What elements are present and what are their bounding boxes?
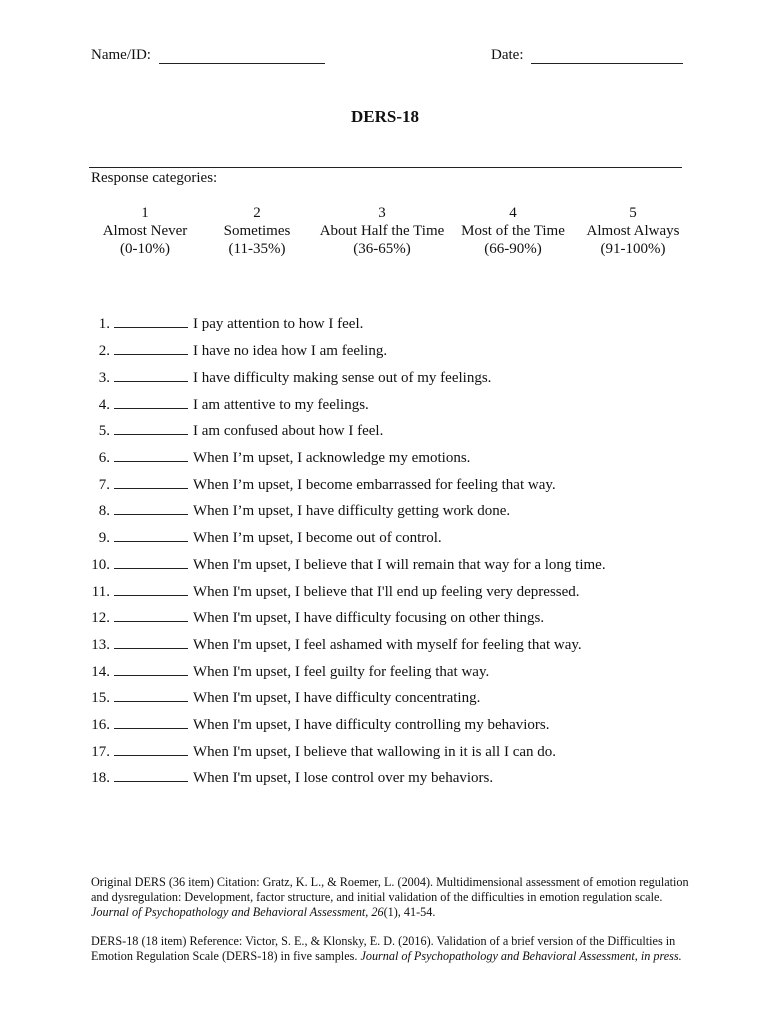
answer-blank[interactable] bbox=[114, 581, 188, 596]
answer-blank[interactable] bbox=[114, 634, 188, 649]
answer-blank[interactable] bbox=[114, 767, 188, 782]
item-text: When I'm upset, I have difficulty focusing on other things. bbox=[193, 610, 545, 626]
item-text: I am attentive to my feelings. bbox=[193, 397, 369, 413]
answer-blank[interactable] bbox=[114, 607, 188, 622]
list-item bbox=[70, 367, 730, 387]
item-number: 8. bbox=[98, 503, 110, 519]
date-field bbox=[491, 47, 683, 64]
item-number: 11. bbox=[91, 584, 110, 600]
category-number: 2 bbox=[253, 205, 261, 221]
item-number: 13. bbox=[91, 637, 110, 653]
category-number: 3 bbox=[378, 205, 386, 221]
item-text: When I'm upset, I believe that I will remain that way for a long time. bbox=[193, 557, 606, 573]
answer-blank[interactable] bbox=[114, 394, 188, 409]
page-title: DERS-18 bbox=[350, 107, 419, 126]
list-item bbox=[70, 340, 730, 360]
item-number: 16. bbox=[91, 717, 110, 733]
category-number: 1 bbox=[141, 205, 149, 221]
list-item bbox=[70, 474, 730, 494]
item-text: When I'm upset, I feel guilty for feeling that way. bbox=[193, 664, 490, 680]
item-text: When I'm upset, I believe that wallowing in it is all I can do. bbox=[193, 744, 557, 760]
item-text: When I’m upset, I have difficulty getting work done. bbox=[193, 503, 511, 519]
list-item bbox=[70, 500, 730, 520]
category-3 bbox=[312, 204, 452, 258]
list-item bbox=[70, 687, 730, 707]
category-4 bbox=[443, 204, 583, 258]
list-item bbox=[70, 313, 730, 333]
item-number: 15. bbox=[91, 690, 110, 706]
item-text: I have difficulty making sense out of my feelings. bbox=[193, 370, 492, 386]
divider bbox=[89, 167, 682, 168]
item-number: 10. bbox=[91, 557, 110, 573]
category-2 bbox=[187, 204, 327, 258]
citation-separator: , bbox=[365, 905, 372, 919]
list-item bbox=[70, 581, 730, 601]
list-item bbox=[70, 394, 730, 414]
answer-blank[interactable] bbox=[114, 474, 188, 489]
answer-blank[interactable] bbox=[114, 420, 188, 435]
answer-blank[interactable] bbox=[114, 313, 188, 328]
category-range: (66-90%) bbox=[484, 241, 542, 257]
item-number: 1. bbox=[98, 316, 110, 332]
answer-blank[interactable] bbox=[114, 500, 188, 515]
list-item bbox=[70, 527, 730, 547]
item-number: 12. bbox=[91, 610, 110, 626]
citation-pages: (1), 41-54. bbox=[383, 905, 436, 919]
answer-blank[interactable] bbox=[114, 661, 188, 676]
category-5 bbox=[563, 204, 703, 258]
item-text: When I'm upset, I have difficulty controlling my behaviors. bbox=[193, 717, 550, 733]
name-id-blank[interactable] bbox=[159, 48, 325, 64]
name-id-field bbox=[91, 47, 325, 64]
list-item bbox=[70, 447, 730, 467]
item-text: I am confused about how I feel. bbox=[193, 423, 384, 439]
category-label: Almost Always bbox=[586, 223, 680, 239]
item-number: 14. bbox=[91, 664, 110, 680]
original-ders-citation bbox=[91, 875, 691, 920]
category-range: (0-10%) bbox=[120, 241, 170, 257]
item-text: When I'm upset, I feel ashamed with myself for feeling that way. bbox=[193, 637, 582, 653]
journal-title: Journal of Psychopathology and Behavioral Assessment bbox=[91, 905, 366, 919]
category-range: (36-65%) bbox=[353, 241, 411, 257]
list-item bbox=[70, 607, 730, 627]
answer-blank[interactable] bbox=[114, 367, 188, 382]
item-number: 18. bbox=[91, 770, 110, 786]
item-number: 4. bbox=[98, 397, 110, 413]
item-number: 2. bbox=[98, 343, 110, 359]
item-number: 9. bbox=[98, 530, 110, 546]
category-label: Most of the Time bbox=[461, 223, 565, 239]
answer-blank[interactable] bbox=[114, 741, 188, 756]
response-categories-label: Response categories: bbox=[91, 170, 218, 186]
item-text: When I’m upset, I acknowledge my emotions. bbox=[193, 450, 471, 466]
item-text: When I'm upset, I have difficulty concentrating. bbox=[193, 690, 481, 706]
answer-blank[interactable] bbox=[114, 527, 188, 542]
reference-text: DERS-18 (18 item) Reference: Victor, S. E., & Klonsky, E. D. (2016). Validation of a brief version of the Difficulties in Emotion Regulation Scale (DERS-18) in five samples. bbox=[91, 934, 676, 963]
answer-blank[interactable] bbox=[114, 714, 188, 729]
item-text: When I’m upset, I become out of control. bbox=[193, 530, 442, 546]
item-number: 6. bbox=[98, 450, 110, 466]
item-number: 5. bbox=[98, 423, 110, 439]
answer-blank[interactable] bbox=[114, 554, 188, 569]
item-text: When I'm upset, I believe that I'll end up feeling very depressed. bbox=[193, 584, 580, 600]
list-item bbox=[70, 634, 730, 654]
list-item bbox=[70, 420, 730, 440]
item-text: I pay attention to how I feel. bbox=[193, 316, 364, 332]
list-item bbox=[70, 741, 730, 761]
date-blank[interactable] bbox=[531, 48, 683, 64]
journal-title: Journal of Psychopathology and Behavioral Assessment, in press. bbox=[360, 949, 682, 963]
list-item bbox=[70, 661, 730, 681]
category-label: Sometimes bbox=[223, 223, 291, 239]
name-id-label: Name/ID: bbox=[91, 47, 151, 63]
citation-text: Original DERS (36 item) Citation: Gratz, K. L., & Roemer, L. (2004). Multidimensional assessment of emotion regulation and dysregulation: Development, factor structure, and initial validation of the difficulties in emotion regulation scale. bbox=[91, 875, 689, 904]
category-label: Almost Never bbox=[102, 223, 188, 239]
list-item bbox=[70, 767, 730, 787]
journal-volume: 26 bbox=[371, 905, 384, 919]
list-item bbox=[70, 554, 730, 574]
date-label: Date: bbox=[491, 47, 524, 63]
category-label: About Half the Time bbox=[319, 223, 445, 239]
ders18-reference bbox=[91, 934, 691, 964]
category-number: 4 bbox=[509, 205, 517, 221]
category-range: (11-35%) bbox=[228, 241, 286, 257]
item-text: I have no idea how I am feeling. bbox=[193, 343, 388, 359]
list-item bbox=[70, 714, 730, 734]
category-range: (91-100%) bbox=[600, 241, 666, 257]
category-number: 5 bbox=[629, 205, 637, 221]
answer-blank[interactable] bbox=[114, 687, 188, 702]
item-number: 17. bbox=[91, 744, 110, 760]
item-number: 7. bbox=[98, 477, 110, 493]
item-number: 3. bbox=[98, 370, 110, 386]
item-text: When I'm upset, I lose control over my behaviors. bbox=[193, 770, 494, 786]
answer-blank[interactable] bbox=[114, 447, 188, 462]
answer-blank[interactable] bbox=[114, 340, 188, 355]
item-text: When I’m upset, I become embarrassed for feeling that way. bbox=[193, 477, 556, 493]
